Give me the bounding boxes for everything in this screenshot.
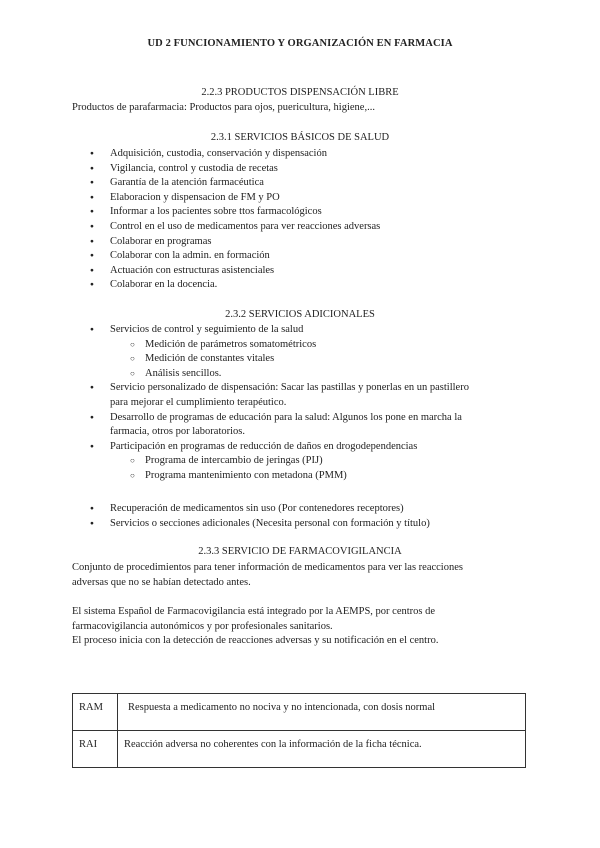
table-cell-key: RAI	[73, 731, 118, 768]
section-heading-productos: 2.2.3 PRODUCTOS DISPENSACIÓN LIBRE	[201, 87, 399, 98]
list-item: ● Adquisición, custodia, conservación y dispensación	[90, 147, 530, 162]
list-item: ● Vigilancia, control y custodia de recetas	[90, 162, 530, 177]
servicios-adicionales-list-cont	[90, 502, 530, 531]
table-cell-value: Reacción adversa no coherentes con la información de la ficha técnica.	[118, 731, 526, 768]
paragraph-line: adversas que no se habían detectado antes.	[72, 576, 251, 588]
list-item-line: ● Servicio personalizado de dispensación: Sacar las pastillas y ponerlas en un pastillero	[110, 382, 469, 394]
sub-list-item: ○ Medición de parámetros somatométricos	[110, 338, 530, 353]
list-item: ● Colaborar en la docencia.	[90, 278, 530, 293]
list-item: ● Garantía de la atención farmacéutica	[90, 176, 530, 191]
farmacovigilancia-paragraph-2	[72, 605, 532, 649]
list-item-line: ● Desarrollo de programas de educación para la salud: Algunos los pone en marcha la	[110, 411, 462, 423]
paragraph-line: El proceso inicia con la detección de reacciones adversas y su notificación en el centro.	[72, 635, 439, 646]
paragraph-line: farmacovigilancia autonómicos y por profesionales sanitarios.	[72, 620, 333, 632]
list-item	[90, 440, 530, 484]
section-heading-farmacovigilancia: 2.3.3 SERVICIO DE FARMACOVIGILANCIA	[198, 546, 402, 557]
sub-list-item: ○ Programa mantenimiento con metadona (PMM)	[110, 469, 530, 484]
paragraph-line: Conjunto de procedimientos para tener información de medicamentos para ver las reacciones	[72, 562, 463, 573]
productos-text: Productos de parafarmacia: Productos para ojos, puericultura, higiene,...	[72, 102, 375, 113]
servicios-basicos-list	[90, 147, 530, 293]
table-row	[73, 731, 526, 768]
list-item: ● Actuación con estructuras asistenciales	[90, 264, 530, 279]
table-cell-key: RAM	[73, 694, 118, 731]
paragraph-line: El sistema Español de Farmacovigilancia está integrado por la AEMPS, por centros de	[72, 606, 436, 617]
list-item: ● Control en el uso de medicamentos para ver reacciones adversas	[90, 220, 530, 235]
list-item-line: farmacia, otros por laboratorios.	[110, 426, 245, 438]
list-item	[90, 323, 530, 381]
list-item-text: ● Servicios de control y seguimiento de la salud	[110, 324, 304, 335]
section-heading-servicios-adicionales: 2.3.2 SERVICIOS ADICIONALES	[225, 309, 375, 320]
list-item-text: ● Participación en programas de reducción de daños en drogodependencias	[110, 440, 418, 452]
list-item: ● Servicios o secciones adicionales (Necesita personal con formación y título)	[90, 517, 530, 532]
sub-list-item: ○ Programa de intercambio de jeringas (PIJ)	[110, 454, 530, 469]
farmacovigilancia-paragraph-1	[72, 561, 532, 590]
document-title: UD 2 FUNCIONAMIENTO Y ORGANIZACIÓN EN FARMACIA	[147, 38, 453, 49]
sub-list	[110, 338, 530, 382]
table-row	[73, 694, 526, 731]
servicios-adicionales-list	[90, 323, 530, 484]
list-item	[90, 381, 530, 410]
list-item	[90, 411, 530, 440]
sub-list-item: ○ Medición de constantes vitales	[110, 352, 530, 367]
definitions-table	[72, 693, 526, 768]
sub-list-item: ○ Análisis sencillos.	[110, 367, 530, 382]
table-cell-value: Respuesta a medicamento no nociva y no intencionada, con dosis normal	[118, 694, 526, 731]
list-item: ● Colaborar en programas	[90, 235, 530, 250]
list-item-line: para mejorar el cumplimiento terapéutico.	[110, 396, 287, 408]
sub-list	[110, 454, 530, 483]
list-item: ● Elaboracion y dispensacion de FM y PO	[90, 191, 530, 206]
list-item: ● Colaborar con la admin. en formación	[90, 249, 530, 264]
list-item: ● Recuperación de medicamentos sin uso (Por contenedores receptores)	[90, 502, 530, 517]
list-item: ● Informar a los pacientes sobre ttos farmacológicos	[90, 205, 530, 220]
section-heading-servicios-basicos: 2.3.1 SERVICIOS BÁSICOS DE SALUD	[210, 132, 390, 143]
